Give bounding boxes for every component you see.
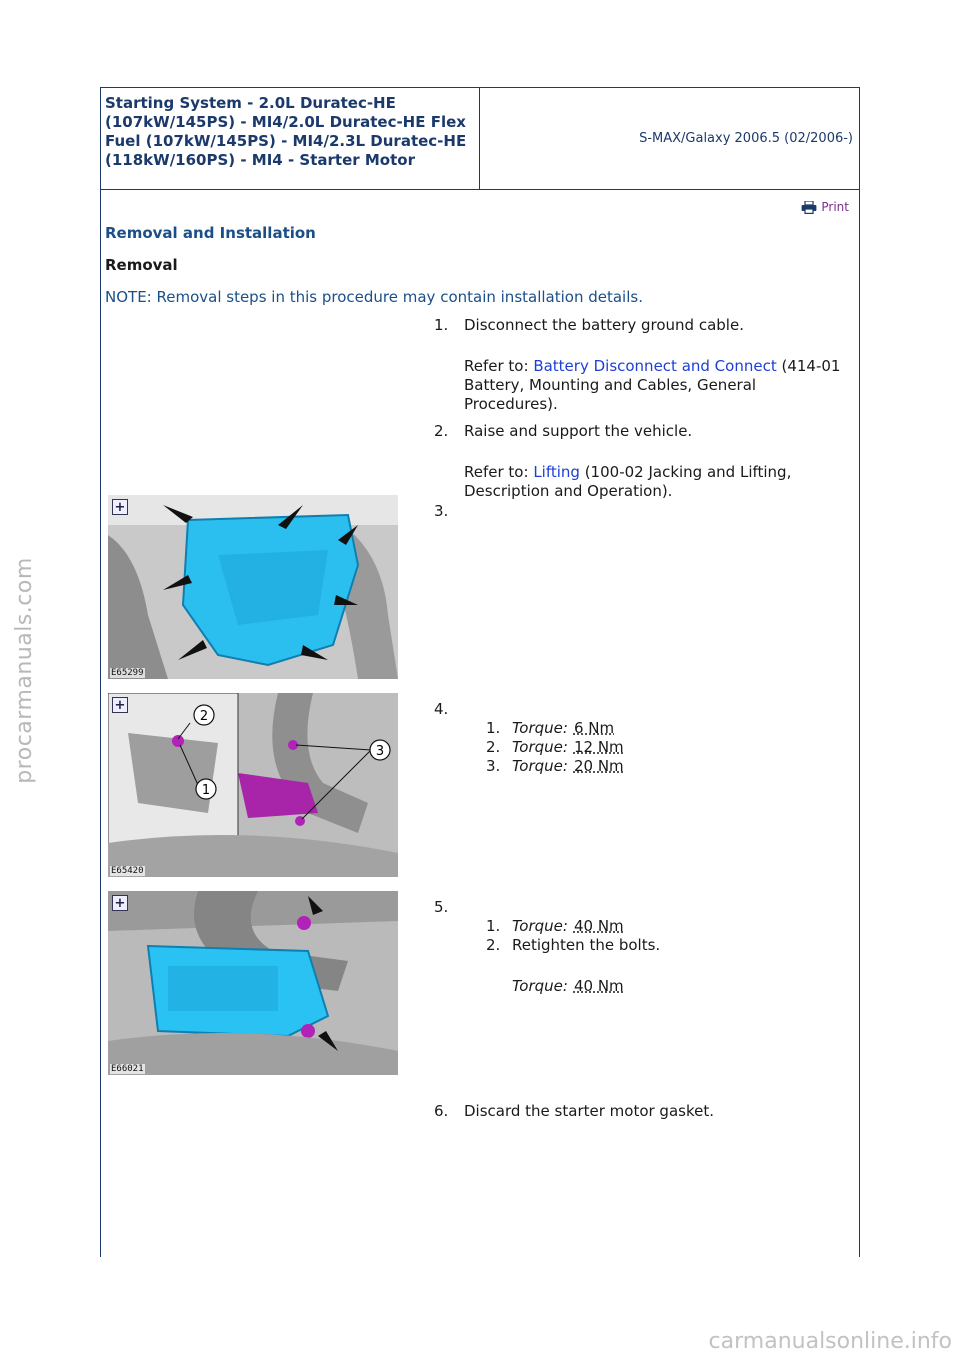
procedure-title: Starting System - 2.0L Duratec-HE (107kW/145PS) - MI4/2.0L Duratec-HE Flex Fuel (107kW/145PS) - MI4/2.3L Duratec-HE (118kW/160PS) - MI4 - Starter Motor bbox=[101, 88, 480, 189]
torque-item: 2. Torque: 12 Nm bbox=[486, 738, 624, 756]
lifting-link[interactable]: Lifting bbox=[533, 463, 580, 481]
zoom-in-icon[interactable]: + bbox=[112, 895, 128, 911]
print-row bbox=[101, 190, 859, 216]
figure-label: E65420 bbox=[111, 866, 144, 876]
step-body bbox=[464, 316, 844, 414]
splash-shield-illustration bbox=[108, 495, 398, 679]
vehicle-model: S-MAX/Galaxy 2006.5 (02/2006-) bbox=[639, 131, 853, 146]
callout-1: 1 bbox=[201, 783, 211, 798]
torque-value[interactable]: 40 Nm bbox=[573, 977, 624, 995]
callout-2: 2 bbox=[199, 709, 209, 724]
document-header bbox=[101, 88, 859, 190]
document-frame bbox=[100, 87, 860, 1257]
torque-value[interactable]: 12 Nm bbox=[573, 738, 624, 756]
print-label[interactable]: Print bbox=[821, 200, 849, 214]
retighten-item: 2. Retighten the bolts. bbox=[486, 936, 661, 954]
figure-splash-shield[interactable] bbox=[108, 495, 398, 679]
printer-icon bbox=[801, 201, 817, 214]
figure-label: E65299 bbox=[111, 668, 144, 678]
torque-item: 1. Torque: 40 Nm bbox=[486, 917, 624, 935]
starter-motor-illustration bbox=[108, 891, 398, 1075]
torque-list bbox=[486, 719, 624, 776]
zoom-in-icon[interactable]: + bbox=[112, 697, 128, 713]
battery-disconnect-link[interactable]: Battery Disconnect and Connect bbox=[533, 357, 777, 375]
step-number: 3. bbox=[434, 502, 449, 520]
bottom-watermark: carmanualsonline.info bbox=[708, 1329, 952, 1354]
subsection-title: Removal bbox=[105, 256, 178, 274]
zoom-in-icon[interactable]: + bbox=[112, 499, 128, 515]
print-button[interactable] bbox=[801, 200, 849, 214]
figure-label: E66021 bbox=[111, 1064, 144, 1074]
step-body bbox=[464, 1102, 844, 1121]
step-text: Raise and support the vehicle. bbox=[464, 422, 693, 440]
step-number: 1. bbox=[434, 316, 449, 334]
step-number: 6. bbox=[434, 1102, 449, 1120]
removal-note: NOTE: Removal steps in this procedure may contain installation details. bbox=[105, 288, 643, 306]
torque-value[interactable]: 20 Nm bbox=[573, 757, 624, 775]
figure-starter-motor[interactable] bbox=[108, 891, 398, 1075]
step-number: 5. bbox=[434, 898, 449, 916]
step-text: Discard the starter motor gasket. bbox=[464, 1102, 714, 1120]
step-number: 2. bbox=[434, 422, 449, 440]
torque-item: 1. Torque: 6 Nm bbox=[486, 719, 615, 737]
section-title: Removal and Installation bbox=[105, 224, 316, 242]
callout-3: 3 bbox=[375, 744, 385, 759]
torque-list bbox=[486, 917, 660, 996]
step-text: Disconnect the battery ground cable. bbox=[464, 316, 744, 334]
step-number: 4. bbox=[434, 700, 449, 718]
torque-item: Torque: 40 Nm bbox=[512, 977, 624, 995]
starter-bolts-illustration bbox=[108, 693, 398, 877]
side-watermark: procarmanuals.com bbox=[11, 556, 37, 784]
refer-to: Refer to: Lifting (100-02 Jacking and Lifting, Description and Operation). bbox=[464, 463, 792, 500]
torque-item: 3. Torque: 20 Nm bbox=[486, 757, 624, 775]
step-body bbox=[464, 422, 844, 501]
figure-starter-bolts[interactable] bbox=[108, 693, 398, 877]
torque-value[interactable]: 6 Nm bbox=[573, 719, 615, 737]
refer-to: Refer to: Battery Disconnect and Connect (414-01 Battery, Mounting and Cables, General Procedures). bbox=[464, 357, 841, 413]
torque-value[interactable]: 40 Nm bbox=[573, 917, 624, 935]
